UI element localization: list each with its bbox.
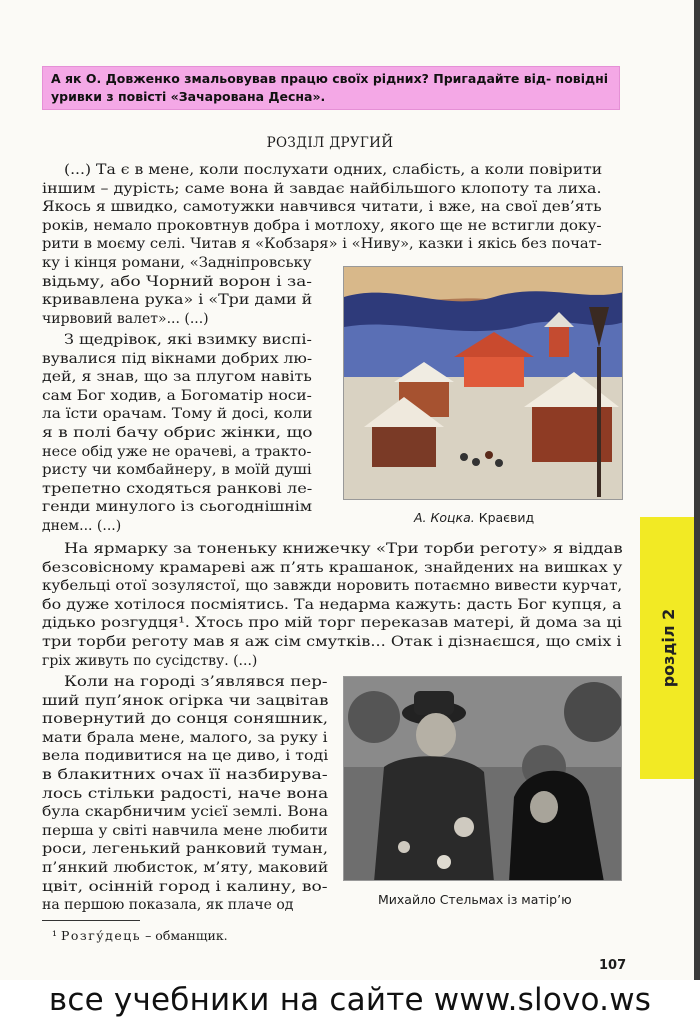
text-line: відьму, або Чорний ворон і за- — [42, 273, 312, 290]
text-line: (...) Та є в мене, коли послухати одних, слабість, а коли повірити — [64, 162, 603, 178]
text-line: я в полі бачу обрис жінки, що — [42, 425, 313, 441]
footnote-mark: ¹ — [52, 928, 58, 943]
text-line: кубельці отої зозулястої, що завжди норовить потаємно вивести курчат, — [42, 578, 623, 595]
text-line: безсовісному крамареві аж п’ять крашанок, знайдених на вишках у — [42, 559, 623, 576]
page-number: 107 — [599, 958, 627, 973]
text-line: ший пуп’янок огірка чи зацвітав — [42, 692, 329, 709]
text-line: несе обід уже не орачеві, а тракто- — [42, 443, 312, 460]
text-line: повернутий до сонця соняшник, — [42, 711, 329, 728]
text-line: бо дуже хотілося посміятись. Та недарма кажуть: дасть Бог купця, а — [42, 596, 622, 613]
text-line: рити в моєму селі. Читав я «Кобзаря» і «Ниву», казки і якісь без почат- — [42, 236, 602, 253]
text-line: дідько розгудця¹. Хтось про мій торг переказав матері, й дома за ці — [42, 615, 622, 632]
text-line: сам Бог ходив, а Богоматір носи- — [42, 387, 312, 404]
photo-caption: Михайло Стельмах із матір’ю — [378, 892, 572, 907]
footnote-text: – обманщик. — [141, 928, 228, 943]
painting-caption — [414, 510, 534, 525]
painting-illustration — [344, 267, 623, 500]
text-line: генди минулого із сьогоднішнім — [42, 499, 313, 516]
section-title: РОЗДІЛ ДРУГИЙ — [266, 135, 394, 151]
text-line: гріх живуть по сусідству. (...) — [42, 652, 258, 669]
text-line: роси, легенький ранковий туман, — [42, 841, 328, 858]
task-prompt-text: А як О. Довженко змальовував працю своїх рідних? Пригадайте від- повідні уривки з повісті «Зачарована Десна». — [51, 71, 608, 104]
text-line: Коли на городі з’являвся пер- — [64, 674, 328, 690]
footnote — [52, 928, 228, 943]
text-line: дей, я знав, що за плугом навіть — [42, 369, 312, 386]
text-line: ристу чи комбайнеру, в моїй душі — [42, 462, 312, 479]
text-line: років, немало проковтнув добра і мотлоху, якого ще не встигли доку- — [42, 217, 602, 234]
text-line: ла їсти орачам. Тому й досі, коли — [42, 406, 313, 423]
text-line: чирвовий валет»... (...) — [42, 310, 209, 327]
text-line: в блакитних очах її назбирува- — [42, 767, 328, 783]
text-line: вувалися під вікнами добрих лю- — [42, 350, 313, 367]
text-line: трепетно сходяться ранкові ле- — [42, 480, 313, 497]
text-line: перша у світі навчила мене любити — [42, 822, 328, 839]
text-line: іншим – дурість; саме вона й завдає найбільшого клопоту та лиха. — [42, 180, 602, 197]
page-edge-shadow — [694, 0, 700, 980]
text-line: лось стільки радості, наче вона — [42, 785, 329, 802]
text-line: кривавлена рука» і «Три дами й — [42, 292, 313, 309]
text-line: три торби реготу мав я аж сім смутків... Отак і дізнаєшся, що сміх і — [42, 634, 622, 650]
text-line: вела подивитися на це диво, і тоді — [42, 748, 329, 765]
painting-caption-title: Краєвид — [474, 510, 535, 525]
text-line: на першою показала, як плаче од — [42, 897, 294, 914]
painting-caption-author: А. Коцка. — [414, 510, 475, 525]
text-line: п’янкий любисток, м’яту, маковий — [42, 860, 329, 876]
text-line: З щедрівок, які взимку виспі- — [64, 332, 312, 348]
photo-illustration — [344, 677, 622, 881]
stelmakh-photo — [343, 676, 622, 881]
text-line: цвіт, осінній город і калину, во- — [42, 878, 328, 895]
text-line: днем... (...) — [42, 518, 122, 534]
text-line: ку і кінця романи, «Задніпровську — [42, 255, 312, 271]
text-line: була скарбничим усієї землі. Вона — [42, 804, 329, 821]
chapter-side-tab-label: розділ 2 — [659, 608, 678, 688]
text-line: Якось я швидко, самотужки навчився читати, і вже, на свої дев’ять — [42, 199, 602, 216]
site-banner: все учебники на сайте www.slovo.ws — [0, 980, 700, 1020]
text-line: На ярмарку за тоненьку книжечку «Три торби реготу» я віддав — [64, 541, 623, 557]
footnote-separator — [42, 920, 140, 921]
task-prompt-box — [42, 66, 620, 110]
text-line: мати брала мене, малого, за руку і — [42, 729, 328, 746]
landscape-painting-image — [343, 266, 623, 500]
footnote-term: Розгу́дець — [61, 928, 142, 943]
